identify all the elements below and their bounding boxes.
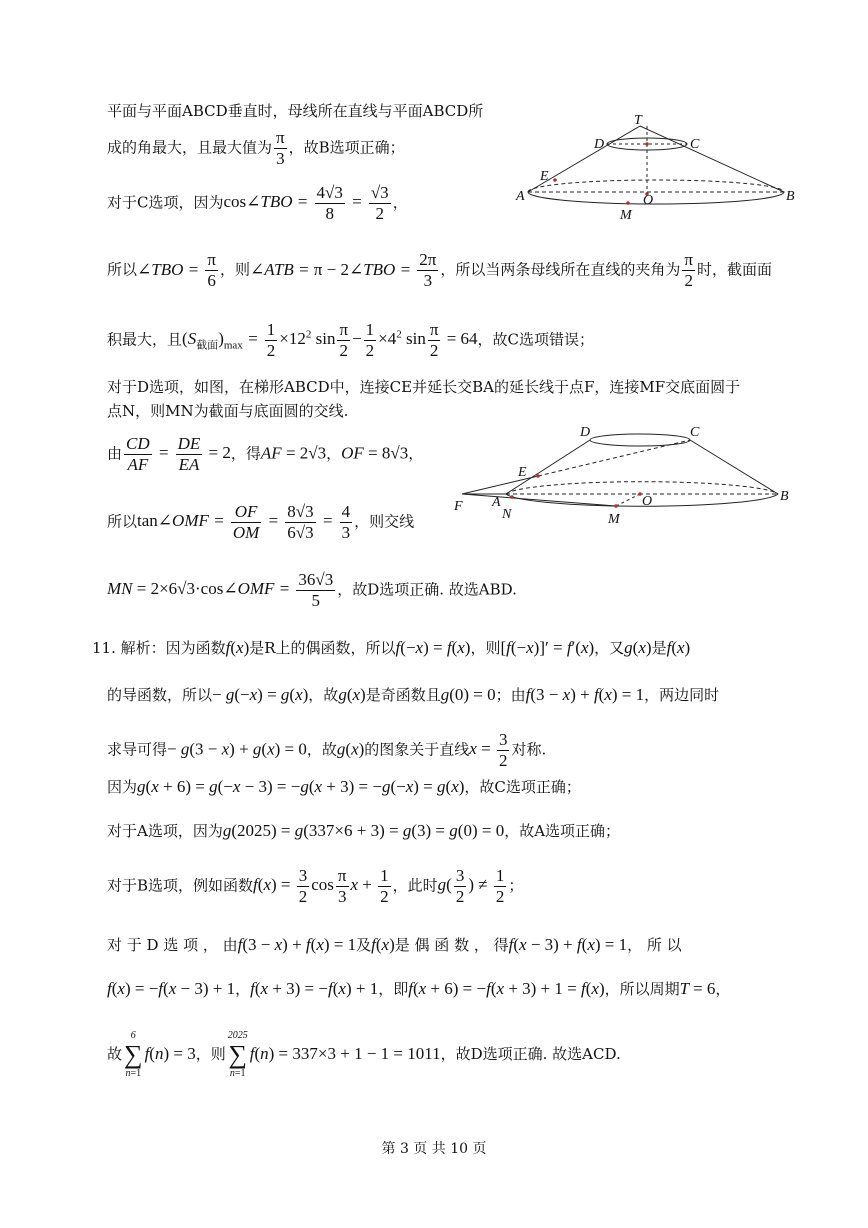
text-line: 所以tan∠OMF = $\frac{OF}{OM}$ = $\frac{8√3}{6√3}$ = $\frac{4}{3}$ ，则交线: [107, 502, 415, 542]
point-m: [626, 201, 630, 205]
text-line: 对于D选项，如图，在梯形ABCD中，连接CE并延长交BA的延长线于点F，连接MF交底面圆于: [107, 378, 741, 396]
base-ellipse-back: [506, 482, 778, 494]
label-d: D: [594, 137, 605, 152]
point-top-center: [645, 142, 649, 146]
text-line: 故 6 ∑ n=1 f(n) = 3，则 2025 ∑ n=1 f(n) = 337×3 + 1 − 1 = 1011，故D选项正确. 故选ACD.: [107, 1030, 621, 1079]
formula: g(2025) = g(337×6 + 3) = g(3) = g(0) = 0: [222, 821, 505, 840]
formula: 2025 ∑ n=1 f(n) = 337×3 + 1 − 1 = 1011: [227, 1030, 441, 1079]
figure-frustum-1: [510, 108, 800, 230]
formula: f(x + 3) = −f(x) + 1: [250, 979, 379, 998]
text-line: 对于B选项，例如函数f(x) = $\frac{3}{2}$ cos $\frac{\pi}{3}$ x + $\frac{1}{2}$ ，此时g( $\frac{3}{2}$ ) ≠ $\frac{1}{2}$ ；: [107, 866, 524, 906]
text-line: 求导可得− g(3 − x) + g(x) = 0，故g(x)的图象关于直线x = $\frac{3}{2}$ 对称.: [107, 730, 547, 770]
formula: f(3 − x) + f(x) = 1: [237, 935, 357, 954]
label-m: M: [608, 512, 620, 527]
generator-line-tb: [640, 126, 784, 192]
label-o: O: [642, 494, 653, 509]
line-fm: [462, 494, 616, 506]
formula: g(x + 6) = g(−x − 3) = −g(x + 3) = −g(−x) = g(x): [137, 777, 465, 796]
formula: f(x): [666, 638, 691, 657]
text-line: f(x) = −f(x − 3) + 1，f(x + 3) = −f(x) + 1，即f(x + 6) = −f(x + 3) + 1 = f(x)，所以周期T = 6，: [107, 979, 731, 998]
text-line: 11. 解析：因为函数f(x)是R上的偶函数，所以f(−x) = f(x)，则[f(−x)]′ = f′(x)，又g(x)是f(x): [92, 638, 691, 657]
point-e: [553, 178, 557, 182]
point-n: [510, 495, 514, 499]
figure-frustum-2: [448, 424, 798, 536]
formula: cos∠TBO = $\frac{4√3}{8}$ = $\frac{√3}{2}$: [223, 183, 389, 223]
page-footer: 第 3 页 共 10 页: [381, 1141, 487, 1157]
text-line: 对 于 D 选 项 ， 由f(3 − x) + f(x) = 1及f(x)是 偶 函 数 ， 得f(x − 3) + f(x) = 1， 所 以: [107, 935, 682, 954]
label-c: C: [690, 137, 700, 152]
text-line: 所以∠TBO = $\frac{\pi}{6}$ ，则∠ATB = π − 2∠TBO = $\frac{2\pi}{3}$ ，所以当两条母线所在直线的夹角为 $\frac{\pi}{2}$ 时，截面面: [107, 250, 773, 291]
top-ellipse: [590, 434, 690, 446]
label-b: B: [786, 189, 795, 204]
formula: 6 ∑ n=1 f(n) = 3: [124, 1030, 196, 1079]
text-line: 积最大，且$(S_{截面})_{max}$ = $\frac{1}{2}$ $\times 12^2$ sin $\frac{\pi}{2}$ − $\frac{1}{2}$ $\times 4^2$ sin $\frac{\pi}{2}$ = 64，故C选项错误；: [107, 320, 595, 360]
label-c: C: [690, 425, 700, 440]
formula: g( $\frac{3}{2}$ ) ≠ $\frac{1}{2}$: [437, 866, 505, 906]
formula: tan∠OMF = $\frac{OF}{OM}$ = $\frac{8√3}{6√3}$ = $\frac{4}{3}$: [137, 502, 351, 542]
formula: g(x): [338, 685, 366, 704]
label-a: A: [516, 189, 525, 204]
formula: ∠TBO = $\frac{\pi}{6}$: [137, 250, 216, 291]
label-t: T: [634, 113, 642, 128]
label-a: A: [492, 495, 501, 510]
text-line: 成的角最大，且最大值为 $\frac{\pi}{3}$ ，故B选项正确；: [107, 128, 405, 168]
formula: x = $\frac{3}{2}$: [469, 730, 508, 770]
formula: − g(3 − x) + g(x) = 0: [167, 739, 307, 759]
formula: AF = 2√3: [260, 443, 327, 463]
formula: f(x) = $\frac{3}{2}$ cos $\frac{\pi}{3}$ x + $\frac{1}{2}$: [253, 866, 389, 906]
formula: f(x): [225, 638, 250, 657]
formula: f(x): [371, 935, 395, 954]
point-e: [536, 474, 540, 478]
label-b: B: [780, 489, 789, 504]
formula: f(3 − x) + f(x) = 1: [525, 685, 645, 704]
text-line: 对于C选项，因为cos∠TBO = $\frac{4√3}{8}$ = $\frac{√3}{2}$ ，: [107, 183, 408, 223]
edge-cb: [690, 440, 778, 494]
line-mo: [616, 494, 640, 506]
formula: g(x): [624, 638, 652, 657]
text-line: 平面与平面ABCD垂直时，母线所在直线与平面ABCD所: [107, 102, 484, 120]
formula: [f(−x)]′ = f′(x): [500, 638, 595, 657]
formula: T = 6: [679, 979, 716, 998]
formula: ∠ATB = π − 2∠TBO = $\frac{2\pi}{3}$: [249, 250, 437, 291]
formula: $(S_{截面})_{max}$ = $\frac{1}{2}$ $\times 12^2$ sin $\frac{\pi}{2}$ − $\frac{1}{2}$ $\times 4^2$ sin $\frac{\pi}{2}$ = 64: [182, 320, 478, 360]
base-ellipse-front: [528, 192, 784, 204]
label-n: N: [502, 507, 512, 522]
base-ellipse-back: [528, 180, 784, 192]
label-e: E: [540, 169, 549, 184]
label-f: F: [454, 499, 463, 514]
formula: f(x) = −f(x − 3) + 1: [107, 979, 236, 998]
formula: MN = 2×6√3·cos∠OMF = $\frac{36√3}{5}$: [107, 570, 334, 610]
text-line: 对于A选项，因为g(2025) = g(337×6 + 3) = g(3) = g(0) = 0，故A选项正确；: [107, 821, 621, 840]
label-e: E: [518, 465, 527, 480]
label-d: D: [580, 425, 591, 440]
point-m: [614, 504, 618, 508]
text-line: 的导函数，所以− g(−x) = g(x)，故g(x)是奇函数且g(0) = 0；由f(3 − x) + f(x) = 1，两边同时: [107, 685, 720, 704]
label-m: M: [620, 208, 632, 223]
formula: OF = 8√3: [341, 443, 409, 463]
formula: f(−x) = f(x): [395, 638, 471, 657]
formula: $\frac{CD}{AF}$ = $\frac{DE}{EA}$ = 2: [126, 434, 231, 474]
formula: g(0) = 0: [440, 685, 496, 704]
text-line: 因为g(x + 6) = g(−x − 3) = −g(x + 3) = −g(−x) = g(x)，故C选项正确；: [107, 777, 581, 796]
text-line: MN = 2×6√3·cos∠OMF = $\frac{36√3}{5}$ ，故D选项正确. 故选ABD.: [107, 570, 517, 610]
formula: f(x − 3) + f(x) = 1: [508, 935, 628, 954]
formula: $\frac{\pi}{2}$: [684, 250, 693, 290]
formula: $\frac{\pi}{3}$: [276, 128, 285, 168]
formula: g(x): [336, 739, 365, 759]
text-line: 由 $\frac{CD}{AF}$ = $\frac{DE}{EA}$ = 2，得AF = 2√3，OF = 8√3，: [107, 434, 424, 474]
formula: f(x + 6) = −f(x + 3) + 1 = f(x): [408, 979, 605, 998]
line-fe: [462, 476, 538, 494]
formula: − g(−x) = g(x): [212, 685, 309, 704]
text-line: 点N，则MN为截面与底面圆的交线.: [107, 402, 349, 420]
label-o: O: [643, 193, 654, 208]
